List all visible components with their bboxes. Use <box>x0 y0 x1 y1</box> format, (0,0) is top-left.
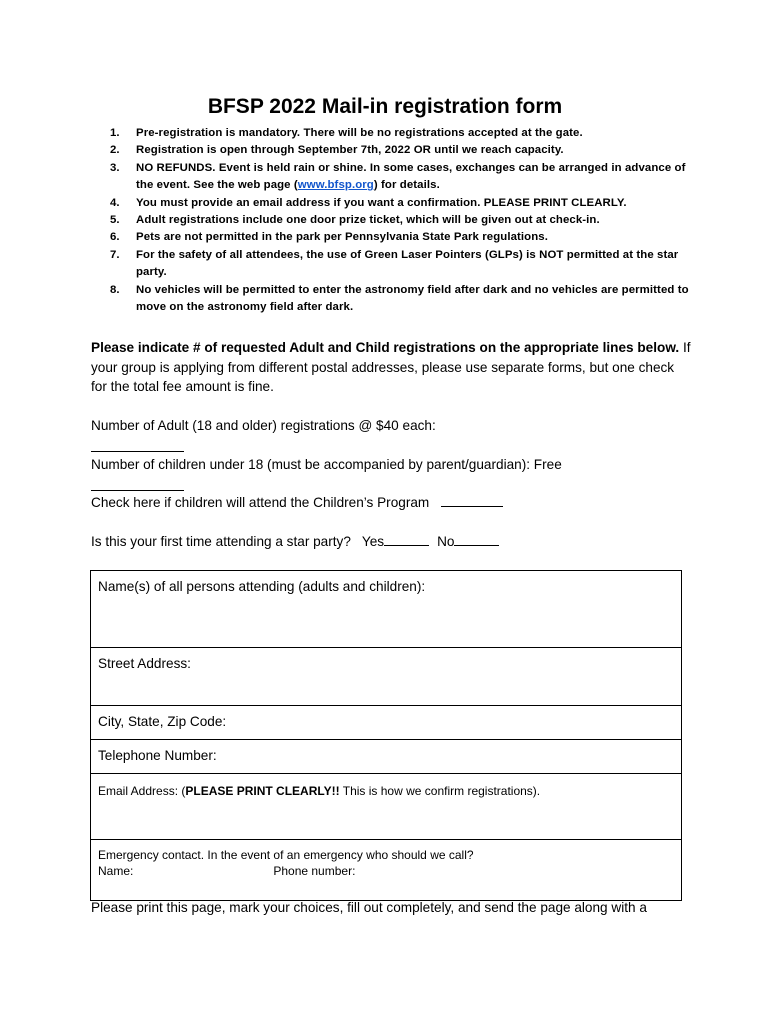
children-count-field[interactable] <box>91 490 184 491</box>
rule-item <box>110 160 690 195</box>
telephone-field[interactable] <box>91 740 682 774</box>
city-state-zip-field[interactable] <box>91 706 682 740</box>
rule-number: 7. <box>110 248 120 261</box>
footer-instructions: Please print this page, mark your choices, fill out completely, and send the page along with a <box>91 900 647 915</box>
childrens-program-label: Check here if children will attend the Children’s Program <box>91 495 430 510</box>
childrens-program-row <box>91 493 691 512</box>
rule-item <box>110 195 690 212</box>
rule-text: You must provide an email address if you want a confirmation. PLEASE PRINT CLEARLY. <box>136 196 627 209</box>
rule-item <box>110 229 690 246</box>
rule-text: Pets are not permitted in the park per Pennsylvania State Park regulations. <box>136 231 548 244</box>
adult-registrations-label: Number of Adult (18 and older) registrations @ $40 each: <box>91 418 436 433</box>
rule-number: 3. <box>110 161 120 174</box>
intro-text: If your group is applying from different postal addresses, please use separate forms, but one check for the total fee amount is fine. <box>91 340 691 394</box>
rule-number: 4. <box>110 196 120 209</box>
rule-text: For the safety of all attendees, the use of Green Laser Pointers (GLPs) is NOT permitted at the star party. <box>136 248 679 279</box>
rule-text: Adult registrations include one door prize ticket, which will be given out at check-in. <box>136 214 600 227</box>
rule-number: 6. <box>110 231 120 244</box>
telephone-label: Telephone Number: <box>98 748 217 763</box>
rules-list <box>110 125 690 316</box>
email-label-suffix: This is how we confirm registrations). <box>339 784 541 798</box>
first-time-question: Is this your first time attending a star party? <box>91 534 351 549</box>
rule-number: 5. <box>110 214 120 227</box>
children-registrations-label: Number of children under 18 (must be accompanied by parent/guardian): Free <box>91 457 562 472</box>
emergency-contact-field[interactable] <box>91 840 682 901</box>
adult-count-field[interactable] <box>91 451 184 452</box>
rule-text: NO REFUNDS. Event is held rain or shine. In some cases, exchanges can be arranged in advance of the event. See the web page ( <box>136 161 686 192</box>
rule-item <box>110 212 690 229</box>
website-link[interactable]: www.bfsp.org <box>297 179 374 192</box>
names-field[interactable] <box>91 571 682 648</box>
rule-text: Registration is open through September 7th, 2022 OR until we reach capacity. <box>136 144 564 157</box>
first-time-row <box>91 532 691 551</box>
names-label: Name(s) of all persons attending (adults and children): <box>98 579 426 594</box>
rule-text-suffix: ) for details. <box>373 179 440 192</box>
rule-item <box>110 247 690 282</box>
emergency-name-label: Name: <box>98 864 134 878</box>
emergency-contact-label: Emergency contact. In the event of an emergency who should we call? <box>98 848 474 862</box>
no-field[interactable] <box>454 533 499 546</box>
street-address-label: Street Address: <box>98 656 191 671</box>
emergency-contact-subfields <box>98 863 674 879</box>
no-label: No <box>437 534 455 549</box>
rule-number: 2. <box>110 144 120 157</box>
street-address-field[interactable] <box>91 648 682 706</box>
rule-item <box>110 125 690 142</box>
page-title: BFSP 2022 Mail-in registration form <box>207 95 563 118</box>
rule-text: No vehicles will be permitted to enter the astronomy field after dark and no vehicles are permitted to move on the astronomy field after dark. <box>136 283 689 314</box>
attendee-info-table <box>90 570 682 901</box>
yes-field[interactable] <box>384 533 429 546</box>
rule-item <box>110 142 690 159</box>
rule-item <box>110 282 690 317</box>
email-label-emphasis: PLEASE PRINT CLEARLY!! <box>185 784 340 798</box>
intro-paragraph <box>91 338 691 397</box>
email-label: Email Address: ( <box>98 784 186 798</box>
emergency-phone-label: Phone number: <box>273 864 356 878</box>
city-state-zip-label: City, State, Zip Code: <box>98 714 227 729</box>
childrens-program-field[interactable] <box>441 494 503 507</box>
yes-label: Yes <box>361 534 385 549</box>
rule-text: Pre-registration is mandatory. There will be no registrations accepted at the gate. <box>136 127 583 139</box>
email-field[interactable] <box>91 774 682 840</box>
rule-number: 1. <box>110 127 120 139</box>
intro-bold-text: Please indicate # of requested Adult and Child registrations on the appropriate lines below. <box>91 340 680 355</box>
rule-number: 8. <box>110 283 120 296</box>
